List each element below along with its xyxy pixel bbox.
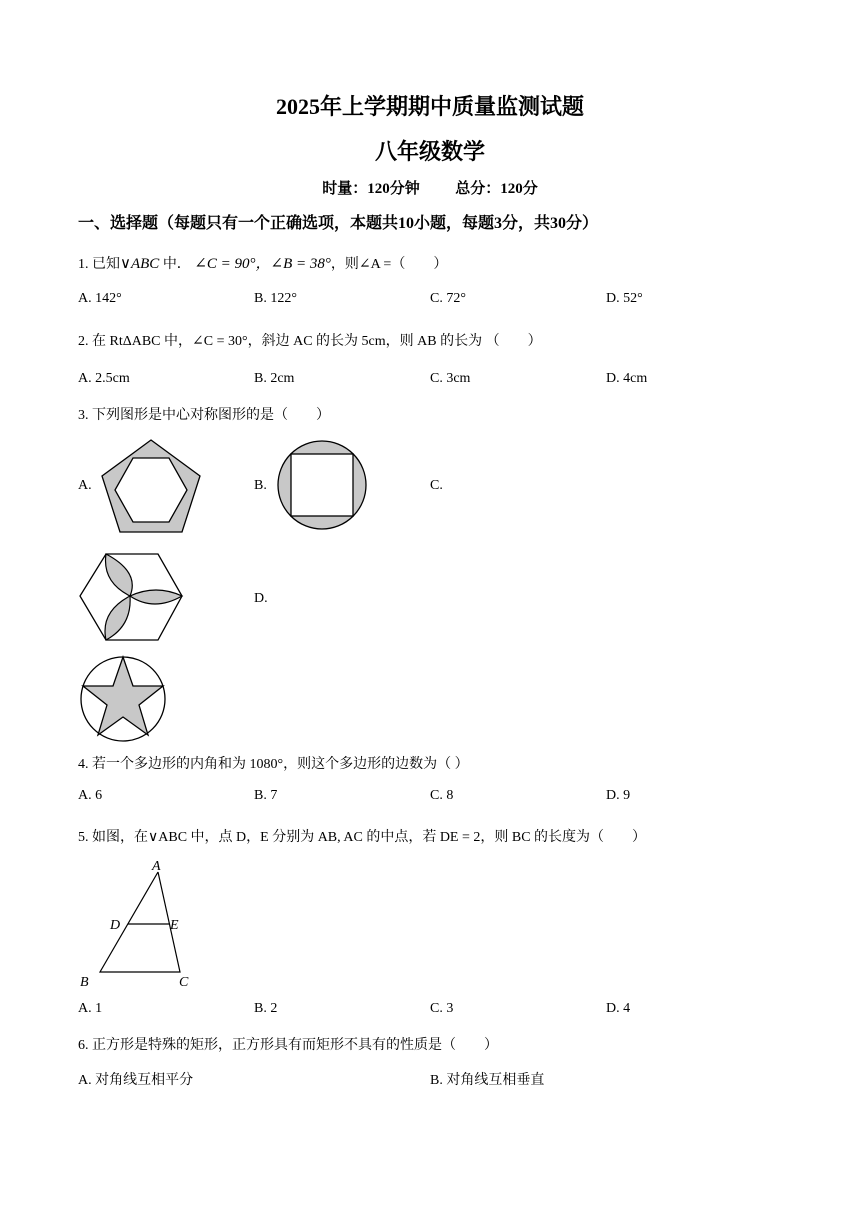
q3-option-c[interactable]: C. [430,478,443,493]
figure-pentagon-hexagon [96,436,206,536]
q1-prefix: 1. 已知 [78,257,120,272]
subject-title: 八年级数学 [374,139,485,164]
q1-mid: 中． [162,257,191,272]
question-3-stem: 3. 下列图形是中心对称图形的是（ ） [78,408,330,423]
exam-meta [0,177,860,198]
question-4-stem: 4. 若一个多边形的内角和为 1080°，则这个多边形的边数为（ ） [78,757,469,772]
q2-option-a[interactable]: A. 2.5cm [78,371,130,386]
q3-option-d[interactable]: D. [254,591,268,606]
question-5-stem: 5. 如图，在∨ABC 中，点 D，E 分别为 AB, AC 的中点，若 DE = 2，则 BC 的长度为（ ） [78,830,647,845]
q2-option-b[interactable]: B. 2cm [254,371,295,386]
question-1-stem [78,252,447,273]
q4-option-d[interactable]: D. 9 [606,788,631,803]
q4-option-b[interactable]: B. 7 [254,788,278,803]
time-label: 时量：120分钟 [322,181,420,197]
q1-triangle: ∨ABC [120,256,160,272]
q1-option-a[interactable]: A. 142° [78,291,122,306]
q5-option-a[interactable]: A. 1 [78,1001,103,1016]
q5-option-c[interactable]: C. 3 [430,1001,454,1016]
score-label: 总分：120分 [455,181,538,197]
figure-circle-square [276,439,368,531]
label-c: C [179,975,189,990]
q6-option-a[interactable]: A. 对角线互相平分 [78,1073,194,1088]
question-2-stem: 2. 在 RtΔABC 中，∠C = 30°，斜边 AC 的长为 5cm，则 AB 的长为 （ ） [78,334,542,349]
q4-option-c[interactable]: C. 8 [430,788,454,803]
q1-option-d[interactable]: D. 52° [606,291,643,306]
section-heading: 一、选择题（每题只有一个正确选项，本题共10小题，每题3分，共30分） [78,215,599,232]
q1-option-c[interactable]: C. 72° [430,291,466,306]
q4-option-a[interactable]: A. 6 [78,788,103,803]
exam-title: 2025年上学期期中质量监测试题 [275,94,584,119]
q6-option-b[interactable]: B. 对角线互相垂直 [430,1073,545,1088]
q2-option-c[interactable]: C. 3cm [430,371,471,386]
label-d: D [110,918,121,933]
q1-suffix: ，则∠A =（ ） [330,257,448,272]
label-b: B [80,975,89,990]
figure-circle-star [78,655,168,743]
label-a: A [152,859,161,874]
q2-option-d[interactable]: D. 4cm [606,371,648,386]
q3-option-a[interactable]: A. [78,478,92,493]
q1-option-b[interactable]: B. 122° [254,291,297,306]
figure-hexagon-petals [78,552,184,642]
question-6-stem: 6. 正方形是特殊的矩形，正方形具有而矩形不具有的性质是（ ） [78,1038,498,1053]
label-e: E [170,918,179,933]
figure-triangle-midline [76,858,196,990]
q5-option-b[interactable]: B. 2 [254,1001,278,1016]
q5-option-d[interactable]: D. 4 [606,1001,631,1016]
q3-option-b[interactable]: B. [254,478,267,493]
q1-angles: ∠C = 90°，∠B = 38° [194,256,331,272]
